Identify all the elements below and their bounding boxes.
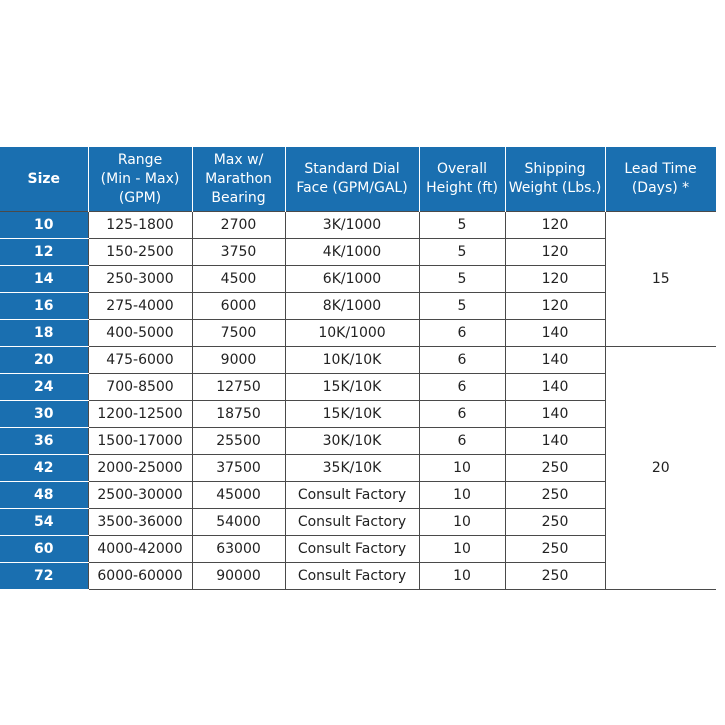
size-cell: 14 (0, 266, 88, 293)
header-max (192, 147, 285, 212)
header-line: (GPM) (118, 189, 162, 206)
header-line: (Days) * (631, 180, 690, 196)
weight-cell: 250 (505, 482, 605, 509)
size-cell: 30 (0, 401, 88, 428)
weight-cell: 140 (505, 401, 605, 428)
size-cell: 42 (0, 455, 88, 482)
header-line: Standard Dial (304, 161, 400, 177)
size-cell: 48 (0, 482, 88, 509)
max-bearing-cell: 63000 (192, 536, 285, 563)
height-cell: 6 (419, 401, 505, 428)
weight-cell: 250 (505, 455, 605, 482)
height-cell: 6 (419, 347, 505, 374)
dial-face-cell: 15K/10K (285, 374, 419, 401)
height-cell: 6 (419, 428, 505, 455)
max-bearing-cell: 90000 (192, 563, 285, 590)
weight-cell: 120 (505, 212, 605, 239)
header-size (0, 147, 88, 212)
table-body (0, 212, 716, 590)
range-cell: 4000-42000 (88, 536, 192, 563)
table-row (0, 347, 716, 374)
range-cell: 2500-30000 (88, 482, 192, 509)
max-bearing-cell: 9000 (192, 347, 285, 374)
dial-face-cell: 10K/1000 (285, 320, 419, 347)
range-cell: 150-2500 (88, 239, 192, 266)
dial-face-cell: Consult Factory (285, 482, 419, 509)
range-cell: 275-4000 (88, 293, 192, 320)
height-cell: 6 (419, 320, 505, 347)
height-cell: 5 (419, 239, 505, 266)
header-line: Lead Time (624, 161, 697, 177)
height-cell: 10 (419, 482, 505, 509)
weight-cell: 140 (505, 428, 605, 455)
range-cell: 3500-36000 (88, 509, 192, 536)
header-height (419, 147, 505, 212)
header-lead-time (605, 147, 716, 212)
header-row (0, 147, 716, 212)
header-line: Face (GPM/GAL) (296, 180, 408, 196)
height-cell: 6 (419, 374, 505, 401)
size-cell: 20 (0, 347, 88, 374)
max-bearing-cell: 25500 (192, 428, 285, 455)
lead-time-cell: 20 (605, 347, 716, 590)
max-bearing-cell: 18750 (192, 401, 285, 428)
max-bearing-cell: 6000 (192, 293, 285, 320)
weight-cell: 250 (505, 563, 605, 590)
dial-face-cell: Consult Factory (285, 563, 419, 590)
weight-cell: 140 (505, 320, 605, 347)
range-cell: 1200-12500 (88, 401, 192, 428)
max-bearing-cell: 12750 (192, 374, 285, 401)
max-bearing-cell: 54000 (192, 509, 285, 536)
size-cell: 54 (0, 509, 88, 536)
weight-cell: 140 (505, 374, 605, 401)
dial-face-cell: 8K/1000 (285, 293, 419, 320)
header-line: Shipping (524, 161, 586, 177)
max-bearing-cell: 37500 (192, 455, 285, 482)
header-line: Size (27, 170, 61, 187)
weight-cell: 250 (505, 509, 605, 536)
dial-face-cell: 30K/10K (285, 428, 419, 455)
dial-face-cell: 6K/1000 (285, 266, 419, 293)
range-cell: 125-1800 (88, 212, 192, 239)
header-line: Max w/ (213, 151, 264, 168)
range-cell: 250-3000 (88, 266, 192, 293)
lead-time-cell: 15 (605, 212, 716, 347)
header-line: Bearing (211, 189, 266, 206)
range-cell: 400-5000 (88, 320, 192, 347)
height-cell: 5 (419, 266, 505, 293)
header-line: Marathon (205, 170, 272, 187)
weight-cell: 140 (505, 347, 605, 374)
height-cell: 10 (419, 455, 505, 482)
dial-face-cell: Consult Factory (285, 536, 419, 563)
header-line: Range (117, 151, 163, 168)
size-cell: 24 (0, 374, 88, 401)
dial-face-cell: 4K/1000 (285, 239, 419, 266)
dial-face-cell: 35K/10K (285, 455, 419, 482)
height-cell: 10 (419, 536, 505, 563)
size-cell: 12 (0, 239, 88, 266)
max-bearing-cell: 3750 (192, 239, 285, 266)
range-cell: 1500-17000 (88, 428, 192, 455)
dial-face-cell: 15K/10K (285, 401, 419, 428)
weight-cell: 120 (505, 266, 605, 293)
header-weight (505, 147, 605, 212)
header-line: (Min - Max) (100, 170, 180, 187)
header-line: Weight (Lbs.) (508, 180, 602, 196)
range-cell: 6000-60000 (88, 563, 192, 590)
size-cell: 60 (0, 536, 88, 563)
max-bearing-cell: 45000 (192, 482, 285, 509)
range-cell: 2000-25000 (88, 455, 192, 482)
weight-cell: 250 (505, 536, 605, 563)
header-dial (285, 147, 419, 212)
height-cell: 5 (419, 293, 505, 320)
header-range (88, 147, 192, 212)
spec-table (0, 147, 717, 590)
height-cell: 10 (419, 563, 505, 590)
height-cell: 10 (419, 509, 505, 536)
height-cell: 5 (419, 212, 505, 239)
size-cell: 16 (0, 293, 88, 320)
dial-face-cell: 10K/10K (285, 347, 419, 374)
header-line: Height (ft) (426, 180, 498, 196)
max-bearing-cell: 4500 (192, 266, 285, 293)
dial-face-cell: Consult Factory (285, 509, 419, 536)
range-cell: 475-6000 (88, 347, 192, 374)
max-bearing-cell: 7500 (192, 320, 285, 347)
table-row (0, 212, 716, 239)
range-cell: 700-8500 (88, 374, 192, 401)
header-line: Overall (436, 161, 488, 177)
size-cell: 72 (0, 563, 88, 590)
size-cell: 36 (0, 428, 88, 455)
max-bearing-cell: 2700 (192, 212, 285, 239)
weight-cell: 120 (505, 239, 605, 266)
weight-cell: 120 (505, 293, 605, 320)
size-cell: 18 (0, 320, 88, 347)
dial-face-cell: 3K/1000 (285, 212, 419, 239)
size-cell: 10 (0, 212, 88, 239)
